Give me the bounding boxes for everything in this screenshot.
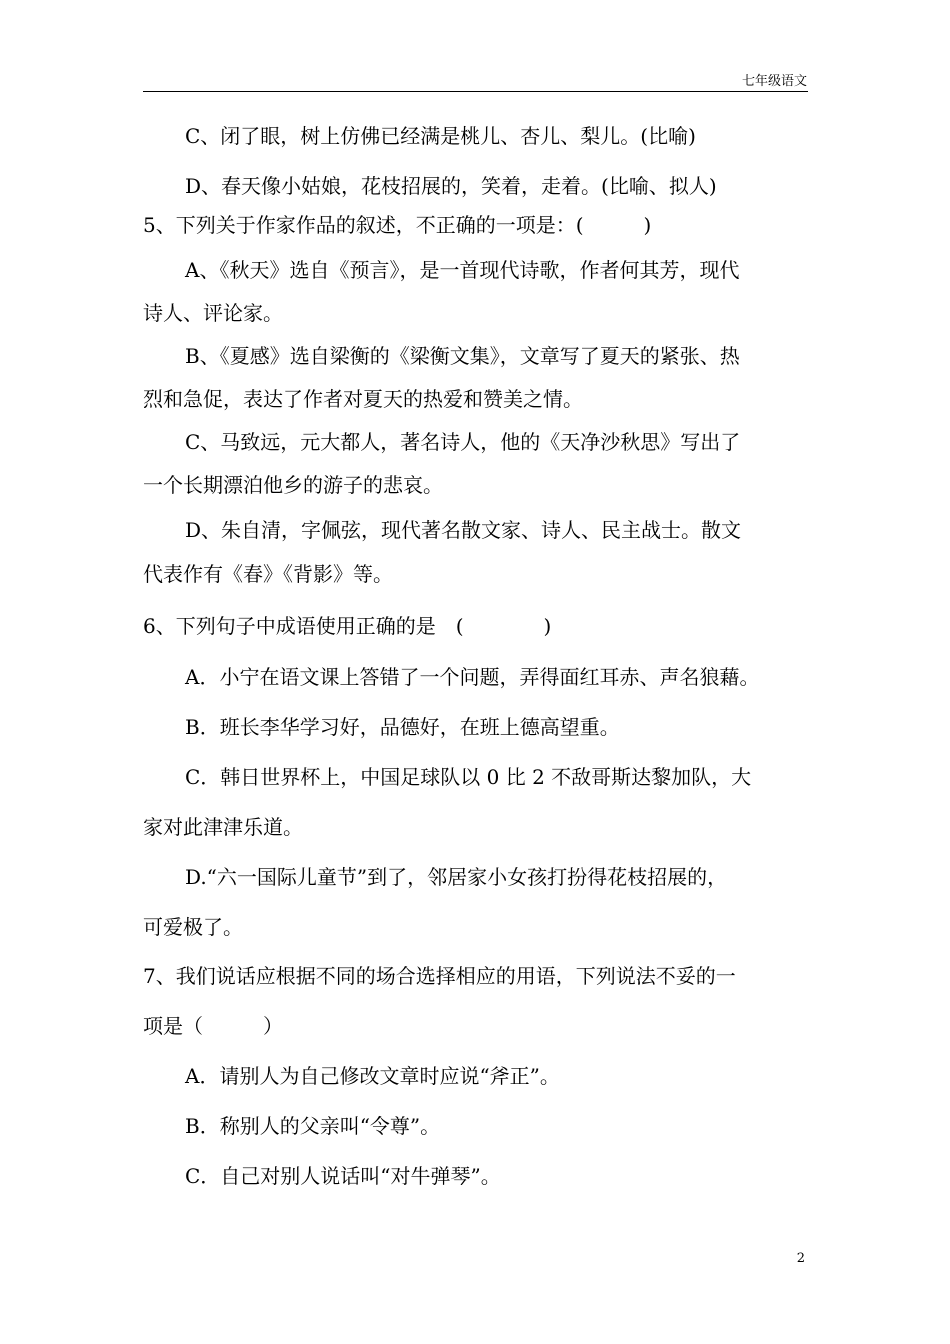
- question-5: 5、下列关于作家作品的叙述，不正确的一项是：( ): [143, 213, 652, 237]
- question-6: 6、下列句子中成语使用正确的是 ( ): [143, 614, 552, 638]
- option-d-q5-line1: D、朱自清，字佩弦，现代著名散文家、诗人、民主战士。散文: [185, 518, 742, 542]
- question-7-line1: 7、我们说话应根据不同的场合选择相应的用语，下列说法不妥的一: [143, 964, 736, 988]
- header-divider: [143, 91, 808, 92]
- option-c-q4: C、闭了眼，树上仿佛已经满是桃儿、杏儿、梨儿。(比喻): [185, 124, 696, 148]
- option-b-q7: B．称别人的父亲叫“令尊”。: [185, 1114, 441, 1138]
- option-d-q6-line2: 可爱极了。: [143, 915, 243, 939]
- option-a-q7: A．请别人为自己修改文章时应说“斧正”。: [185, 1064, 560, 1088]
- option-a-q6: A．小宁在语文课上答错了一个问题，弄得面红耳赤、声名狼藉。: [185, 665, 760, 689]
- option-b-q6: B．班长李华学习好，品德好，在班上德高望重。: [185, 715, 620, 739]
- option-d-q4: D、春天像小姑娘，花枝招展的，笑着，走着。(比喻、拟人): [185, 174, 717, 198]
- option-d-q6-line1: D.“六一国际儿童节”到了，邻居家小女孩打扮得花枝招展的，: [185, 865, 728, 889]
- option-c-q6-line1: C．韩日世界杯上，中国足球队以 0 比 2 不敌哥斯达黎加队，大: [185, 765, 752, 789]
- option-b-q5-line2: 烈和急促，表达了作者对夏天的热爱和赞美之情。: [143, 387, 583, 411]
- option-c-q6-line2: 家对此津津乐道。: [143, 815, 303, 839]
- option-c-q5-line1: C、马致远，元大都人，著名诗人，他的《天净沙秋思》写出了: [185, 430, 741, 454]
- option-a-q5-line1: A、《秋天》选自《预言》，是一首现代诗歌，作者何其芳，现代: [185, 258, 740, 282]
- page-header-title: 七年级语文: [741, 74, 807, 89]
- option-a-q5-line2: 诗人、评论家。: [143, 301, 283, 325]
- page-number: 2: [796, 1251, 805, 1266]
- option-b-q5-line1: B、《夏感》选自梁衡的《梁衡文集》，文章写了夏天的紧张、热: [185, 344, 740, 368]
- option-c-q7: C．自己对别人说话叫“对牛弹琴”。: [185, 1164, 501, 1188]
- question-7-line2: 项是（ ）: [143, 1014, 283, 1038]
- option-d-q5-line2: 代表作有《春》《背影》等。: [143, 562, 393, 586]
- option-c-q5-line2: 一个长期漂泊他乡的游子的悲哀。: [143, 473, 443, 497]
